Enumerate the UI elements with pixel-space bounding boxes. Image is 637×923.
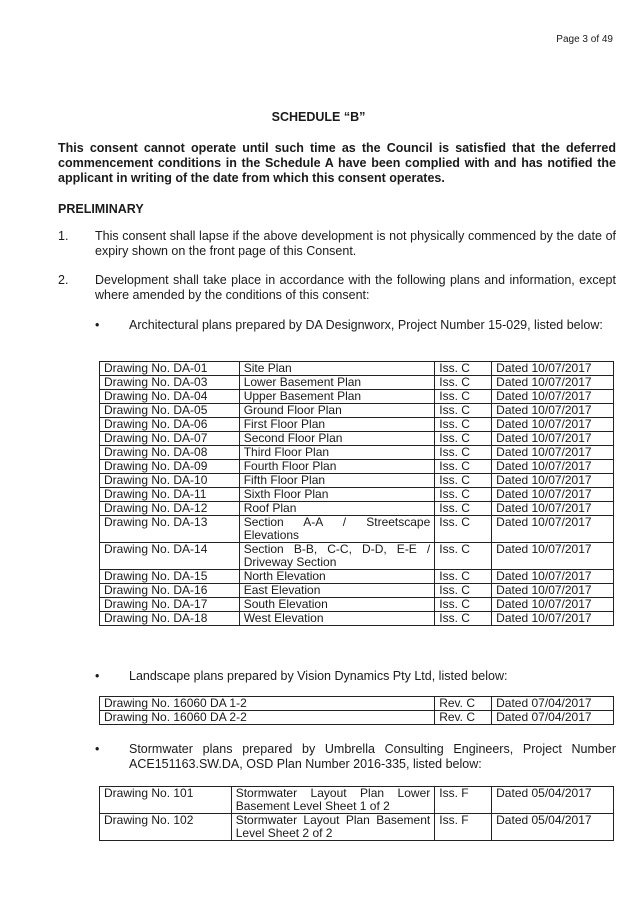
table-cell: Dated 10/07/2017 [492, 418, 614, 432]
table-cell: North Elevation [239, 570, 435, 584]
table-cell: Iss. C [435, 584, 492, 598]
table-cell: Drawing No. 102 [100, 814, 232, 841]
bullet-icon: • [95, 742, 100, 756]
table-cell: Dated 10/07/2017 [492, 543, 614, 570]
architectural-plans-table [99, 361, 614, 626]
table-row [100, 362, 614, 376]
table-cell: Rev. C [435, 697, 492, 711]
table-row [100, 488, 614, 502]
table-cell: Drawing No. 101 [100, 787, 232, 814]
table-cell: Iss. C [435, 488, 492, 502]
table-cell: Dated 10/07/2017 [492, 362, 614, 376]
condition-2-text: Development shall take place in accordance with the following plans and information, except where amended by the conditions of this consent: [95, 273, 616, 302]
table-cell: Drawing No. DA-06 [100, 418, 240, 432]
table-row [100, 697, 614, 711]
condition-2-number: 2. [58, 273, 69, 287]
table-row [100, 432, 614, 446]
table-cell: Iss. C [435, 446, 492, 460]
table-cell: Iss. F [435, 787, 492, 814]
landscape-plans-table [99, 696, 614, 725]
table-cell: Drawing No. 16060 DA 1-2 [100, 697, 435, 711]
table-row [100, 446, 614, 460]
table-cell: Iss. F [435, 814, 492, 841]
table-cell: Dated 07/04/2017 [492, 697, 614, 711]
table-row [100, 612, 614, 626]
stormwater-bullet [95, 742, 616, 772]
table-cell: Fifth Floor Plan [239, 474, 435, 488]
table-row [100, 474, 614, 488]
table-cell: Drawing No. DA-08 [100, 446, 240, 460]
table-row [100, 390, 614, 404]
table-cell: Dated 10/07/2017 [492, 516, 614, 543]
table-cell: Drawing No. DA-18 [100, 612, 240, 626]
table-cell: Site Plan [239, 362, 435, 376]
table-cell: Drawing No. DA-14 [100, 543, 240, 570]
condition-2 [58, 273, 616, 303]
table-cell: Dated 10/07/2017 [492, 598, 614, 612]
table-row [100, 598, 614, 612]
table-cell: Section B-B, C-C, D-D, E-E / Driveway Section [239, 543, 435, 570]
table-cell: East Elevation [239, 584, 435, 598]
table-cell: Upper Basement Plan [239, 390, 435, 404]
table-cell: Drawing No. DA-13 [100, 516, 240, 543]
table-cell: Third Floor Plan [239, 446, 435, 460]
table-cell: Dated 10/07/2017 [492, 446, 614, 460]
table-cell: Dated 10/07/2017 [492, 584, 614, 598]
table-cell: Stormwater Layout Plan Basement Level Sheet 2 of 2 [231, 814, 435, 841]
table-cell: Dated 10/07/2017 [492, 570, 614, 584]
table-cell: Drawing No. DA-09 [100, 460, 240, 474]
table-cell: Iss. C [435, 474, 492, 488]
table-row [100, 711, 614, 725]
table-cell: Dated 10/07/2017 [492, 460, 614, 474]
preliminary-heading: PRELIMINARY [58, 202, 144, 216]
table-cell: Iss. C [435, 570, 492, 584]
condition-1 [58, 229, 616, 259]
table-row [100, 460, 614, 474]
schedule-title: SCHEDULE “B” [271, 110, 366, 124]
table-cell: Stormwater Layout Plan Lower Basement Level Sheet 1 of 2 [231, 787, 435, 814]
stormwater-plans-table [99, 786, 614, 841]
table-cell: Iss. C [435, 543, 492, 570]
table-cell: First Floor Plan [239, 418, 435, 432]
table-cell: Drawing No. 16060 DA 2-2 [100, 711, 435, 725]
table-row [100, 404, 614, 418]
table-cell: Dated 10/07/2017 [492, 390, 614, 404]
table-cell: Dated 07/04/2017 [492, 711, 614, 725]
table-cell: Dated 10/07/2017 [492, 612, 614, 626]
table-row [100, 418, 614, 432]
bullet-icon: • [95, 669, 100, 683]
table-cell: Roof Plan [239, 502, 435, 516]
table-cell: South Elevation [239, 598, 435, 612]
table-cell: Dated 10/07/2017 [492, 502, 614, 516]
table-cell: Drawing No. DA-05 [100, 404, 240, 418]
table-cell: Sixth Floor Plan [239, 488, 435, 502]
table-cell: Dated 10/07/2017 [492, 432, 614, 446]
table-cell: Iss. C [435, 612, 492, 626]
table-cell: Lower Basement Plan [239, 376, 435, 390]
table-cell: Dated 05/04/2017 [492, 787, 614, 814]
table-cell: Second Floor Plan [239, 432, 435, 446]
condition-1-text: This consent shall lapse if the above development is not physically commenced by the date of expiry shown on the front page of this Consent. [95, 229, 616, 258]
table-row [100, 787, 614, 814]
table-cell: Iss. C [435, 376, 492, 390]
table-cell: Dated 10/07/2017 [492, 474, 614, 488]
condition-1-number: 1. [58, 229, 69, 243]
bullet-icon: • [95, 318, 100, 332]
table-cell: Iss. C [435, 362, 492, 376]
table-cell: Drawing No. DA-04 [100, 390, 240, 404]
table-cell: Iss. C [435, 404, 492, 418]
table-row [100, 376, 614, 390]
table-cell: Drawing No. DA-01 [100, 362, 240, 376]
table-cell: West Elevation [239, 612, 435, 626]
table-cell: Drawing No. DA-07 [100, 432, 240, 446]
stormwater-intro: Stormwater plans prepared by Umbrella Consulting Engineers, Project Number ACE151163.SW.DA, OSD Plan Number 2016-335, listed below: [129, 742, 616, 771]
table-cell: Rev. C [435, 711, 492, 725]
landscape-intro: Landscape plans prepared by Vision Dynamics Pty Ltd, listed below: [129, 669, 508, 683]
table-cell: Dated 10/07/2017 [492, 404, 614, 418]
table-cell: Iss. C [435, 432, 492, 446]
architectural-intro: Architectural plans prepared by DA Designworx, Project Number 15-029, listed below: [129, 318, 603, 332]
table-row [100, 502, 614, 516]
architectural-bullet [95, 318, 616, 333]
table-cell: Iss. C [435, 598, 492, 612]
table-row [100, 516, 614, 543]
table-cell: Drawing No. DA-12 [100, 502, 240, 516]
table-cell: Fourth Floor Plan [239, 460, 435, 474]
table-cell: Iss. C [435, 460, 492, 474]
table-row [100, 584, 614, 598]
table-cell: Drawing No. DA-15 [100, 570, 240, 584]
table-cell: Iss. C [435, 502, 492, 516]
table-cell: Ground Floor Plan [239, 404, 435, 418]
table-cell: Section A-A / Streetscape Elevations [239, 516, 435, 543]
table-cell: Drawing No. DA-17 [100, 598, 240, 612]
table-cell: Drawing No. DA-10 [100, 474, 240, 488]
table-row [100, 570, 614, 584]
page-number: Page 3 of 49 [556, 34, 613, 45]
table-cell: Dated 10/07/2017 [492, 376, 614, 390]
table-row [100, 814, 614, 841]
table-cell: Iss. C [435, 418, 492, 432]
table-cell: Drawing No. DA-11 [100, 488, 240, 502]
table-cell: Dated 05/04/2017 [492, 814, 614, 841]
table-row [100, 543, 614, 570]
landscape-bullet [95, 669, 616, 684]
table-cell: Drawing No. DA-03 [100, 376, 240, 390]
table-cell: Drawing No. DA-16 [100, 584, 240, 598]
table-cell: Iss. C [435, 390, 492, 404]
table-cell: Iss. C [435, 516, 492, 543]
table-cell: Dated 10/07/2017 [492, 488, 614, 502]
intro-paragraph: This consent cannot operate until such time as the Council is satisfied that the deferred commencement conditions in the Schedule A have been complied with and has notified the applicant in writing of the date from which this consent operates. [58, 141, 616, 185]
